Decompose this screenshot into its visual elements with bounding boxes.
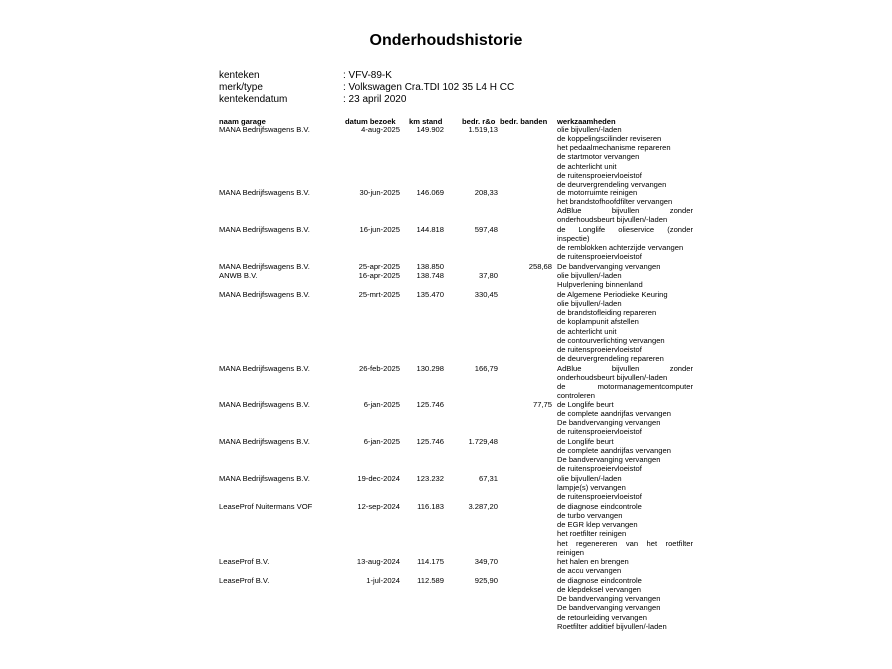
cell-datum: 19-dec-2024 xyxy=(357,474,400,483)
werkzaamheid-item: het pedaalmechanisme repareren xyxy=(557,143,671,153)
werkzaamheid-item: De bandvervanging vervangen xyxy=(557,262,661,271)
cell-werkzaamheden xyxy=(557,364,693,401)
werkzaamheid-item: olie bijvullen/-laden xyxy=(557,299,622,309)
cell-banden: 258,68 xyxy=(528,262,552,271)
werkzaamheid-item: De bandvervanging vervangen xyxy=(557,455,661,465)
cell-datum: 1-jul-2024 xyxy=(366,576,400,585)
werkzaamheid-item: olie bijvullen/-laden xyxy=(557,125,622,134)
vehicle-info-label: merk/type xyxy=(219,82,263,93)
werkzaamheid-item: de EGR klep vervangen xyxy=(557,520,638,530)
cell-km: 149.902 xyxy=(416,125,444,134)
werkzaamheid-item: de koplampunit afstellen xyxy=(557,317,639,327)
cell-rao: 166,79 xyxy=(474,364,498,373)
werkzaamheid-item: het halen en brengen xyxy=(557,557,629,566)
cell-werkzaamheden xyxy=(557,557,693,575)
werkzaamheid-item: de ruitensproeiervloeistof xyxy=(557,170,642,180)
werkzaamheid-item: De bandvervanging vervangen xyxy=(557,594,661,604)
werkzaamheid-item: de koppelingscilinder reviseren xyxy=(557,134,662,144)
cell-werkzaamheden xyxy=(557,290,693,363)
vehicle-info-label: kenteken xyxy=(219,70,260,81)
werkzaamheid-item: de Algemene Periodieke Keuring xyxy=(557,290,668,299)
cell-km: 112.589 xyxy=(417,576,444,585)
cell-km: 116.183 xyxy=(417,502,444,511)
cell-km: 114.175 xyxy=(417,557,444,566)
cell-rao: 1.519,13 xyxy=(468,125,498,134)
cell-datum: 6-jan-2025 xyxy=(363,437,400,446)
cell-rao: 597,48 xyxy=(474,225,498,234)
werkzaamheid-item: het roetfilter reinigen xyxy=(557,529,627,539)
vehicle-info-value: : VFV-89-K xyxy=(343,70,392,81)
werkzaamheid-item: AdBlue bijvullen zonder onderhoudsbeurt bijvullen/-laden xyxy=(557,206,693,225)
werkzaamheid-item: de achterlicht unit xyxy=(557,326,617,336)
cell-datum: 16-apr-2025 xyxy=(358,271,400,280)
column-header-rao: bedr. r&o xyxy=(462,117,496,126)
cell-garage: LeaseProf B.V. xyxy=(219,557,270,566)
cell-rao: 67,31 xyxy=(478,474,498,483)
column-header-werk: werkzaamheden xyxy=(557,117,616,126)
cell-datum: 25-mrt-2025 xyxy=(358,290,400,299)
werkzaamheid-item: De bandvervanging vervangen xyxy=(557,418,661,428)
vehicle-info-value: : 23 april 2020 xyxy=(343,94,407,105)
werkzaamheid-item: de contourverlichting vervangen xyxy=(557,335,665,345)
werkzaamheid-item: AdBlue bijvullen zonder onderhoudsbeurt bijvullen/-laden xyxy=(557,364,693,383)
werkzaamheid-item: de achterlicht unit xyxy=(557,161,617,171)
werkzaamheid-item: de ruitensproeiervloeistof xyxy=(557,252,642,262)
werkzaamheid-item: olie bijvullen/-laden xyxy=(557,474,622,483)
cell-km: 138.850 xyxy=(416,262,444,271)
column-header-datum: datum bezoek xyxy=(345,117,396,126)
cell-datum: 16-jun-2025 xyxy=(359,225,400,234)
cell-datum: 25-apr-2025 xyxy=(358,262,400,271)
werkzaamheid-item: de Longlife olieservice (zonder inspectie) xyxy=(557,225,693,244)
werkzaamheid-item: het brandstofhoofdfilter vervangen xyxy=(557,197,673,207)
werkzaamheid-item: de motormanagementcomputer controleren xyxy=(557,382,693,401)
cell-werkzaamheden xyxy=(557,400,693,437)
werkzaamheid-item: de complete aandrijfas vervangen xyxy=(557,446,671,456)
cell-km: 144.818 xyxy=(416,225,444,234)
cell-werkzaamheden xyxy=(557,576,693,631)
cell-garage: MANA Bedrijfswagens B.V. xyxy=(219,437,310,446)
werkzaamheid-item: de deurvergrendeling vervangen xyxy=(557,179,667,189)
werkzaamheid-item: de Longlife beurt xyxy=(557,437,614,446)
cell-garage: MANA Bedrijfswagens B.V. xyxy=(219,290,310,299)
werkzaamheid-item: de motorruimte reinigen xyxy=(557,188,638,197)
cell-werkzaamheden xyxy=(557,188,693,225)
werkzaamheid-item: de retourleiding vervangen xyxy=(557,612,647,622)
cell-datum: 4-aug-2025 xyxy=(361,125,400,134)
cell-rao: 925,90 xyxy=(474,576,498,585)
werkzaamheid-item: de complete aandrijfas vervangen xyxy=(557,409,671,419)
werkzaamheid-item: olie bijvullen/-laden xyxy=(557,271,622,280)
werkzaamheid-item: Roetfilter additief bijvullen/-laden xyxy=(557,621,667,631)
werkzaamheid-item: Hulpverlening binnenland xyxy=(557,280,643,290)
werkzaamheid-item: de brandstofleiding repareren xyxy=(557,308,657,318)
werkzaamheid-item: de deurvergrendeling repareren xyxy=(557,354,664,364)
cell-datum: 6-jan-2025 xyxy=(363,400,400,409)
cell-werkzaamheden xyxy=(557,225,693,262)
werkzaamheid-item: de klepdeksel vervangen xyxy=(557,585,642,595)
cell-km: 135.470 xyxy=(416,290,444,299)
werkzaamheid-item: de ruitensproeiervloeistof xyxy=(557,427,642,437)
cell-garage: MANA Bedrijfswagens B.V. xyxy=(219,400,310,409)
page-title: Onderhoudshistorie xyxy=(369,32,523,49)
cell-werkzaamheden xyxy=(557,502,693,557)
cell-garage: MANA Bedrijfswagens B.V. xyxy=(219,262,310,271)
cell-garage: MANA Bedrijfswagens B.V. xyxy=(219,364,310,373)
cell-garage: MANA Bedrijfswagens B.V. xyxy=(219,188,310,197)
cell-rao: 1.729,48 xyxy=(468,437,498,446)
cell-garage: LeaseProf B.V. xyxy=(219,576,270,585)
column-header-km: km stand xyxy=(409,117,443,126)
cell-datum: 13-aug-2024 xyxy=(356,557,400,566)
cell-datum: 30-jun-2025 xyxy=(359,188,400,197)
cell-rao: 349,70 xyxy=(474,557,498,566)
cell-rao: 3.287,20 xyxy=(468,502,498,511)
cell-km: 146.069 xyxy=(416,188,444,197)
cell-garage: LeaseProf Nuitermans VOF xyxy=(219,502,313,511)
werkzaamheid-item: de ruitensproeiervloeistof xyxy=(557,344,642,354)
cell-banden: 77,75 xyxy=(532,400,552,409)
cell-km: 123.232 xyxy=(416,474,444,483)
cell-km: 125.746 xyxy=(416,437,444,446)
cell-garage: ANWB B.V. xyxy=(219,271,258,280)
vehicle-info-label: kentekendatum xyxy=(219,94,288,105)
cell-garage: MANA Bedrijfswagens B.V. xyxy=(219,125,310,134)
cell-werkzaamheden xyxy=(557,262,693,271)
werkzaamheid-item: de diagnose eindcontrole xyxy=(557,576,642,585)
vehicle-info-value: : Volkswagen Cra.TDI 102 35 L4 H CC xyxy=(343,82,515,93)
werkzaamheid-item: De bandvervanging vervangen xyxy=(557,603,661,613)
werkzaamheid-item: de Longlife beurt xyxy=(557,400,614,409)
cell-werkzaamheden xyxy=(557,271,693,289)
cell-km: 130.298 xyxy=(416,364,444,373)
werkzaamheid-item: het regenereren van het roetfilter reinigen xyxy=(557,538,693,557)
cell-rao: 208,33 xyxy=(474,188,498,197)
cell-rao: 330,45 xyxy=(474,290,498,299)
cell-werkzaamheden xyxy=(557,125,693,189)
werkzaamheid-item: lampje(s) vervangen xyxy=(557,483,626,493)
cell-km: 138.748 xyxy=(416,271,444,280)
column-header-garage: naam garage xyxy=(219,117,266,126)
cell-km: 125.746 xyxy=(416,400,444,409)
cell-rao: 37,80 xyxy=(478,271,498,280)
cell-datum: 12-sep-2024 xyxy=(357,502,400,511)
werkzaamheid-item: de ruitensproeiervloeistof xyxy=(557,464,642,474)
cell-garage: MANA Bedrijfswagens B.V. xyxy=(219,225,310,234)
cell-werkzaamheden xyxy=(557,474,693,501)
werkzaamheid-item: de startmotor vervangen xyxy=(557,152,640,162)
cell-datum: 26-feb-2025 xyxy=(359,364,400,373)
werkzaamheid-item: de turbo vervangen xyxy=(557,511,623,521)
column-header-banden: bedr. banden xyxy=(500,117,548,126)
werkzaamheid-item: de remblokken achterzijde vervangen xyxy=(557,243,684,253)
werkzaamheid-item: de diagnose eindcontrole xyxy=(557,502,642,511)
cell-werkzaamheden xyxy=(557,437,693,474)
werkzaamheid-item: de accu vervangen xyxy=(557,566,622,576)
werkzaamheid-item: de ruitensproeiervloeistof xyxy=(557,492,642,502)
cell-garage: MANA Bedrijfswagens B.V. xyxy=(219,474,310,483)
